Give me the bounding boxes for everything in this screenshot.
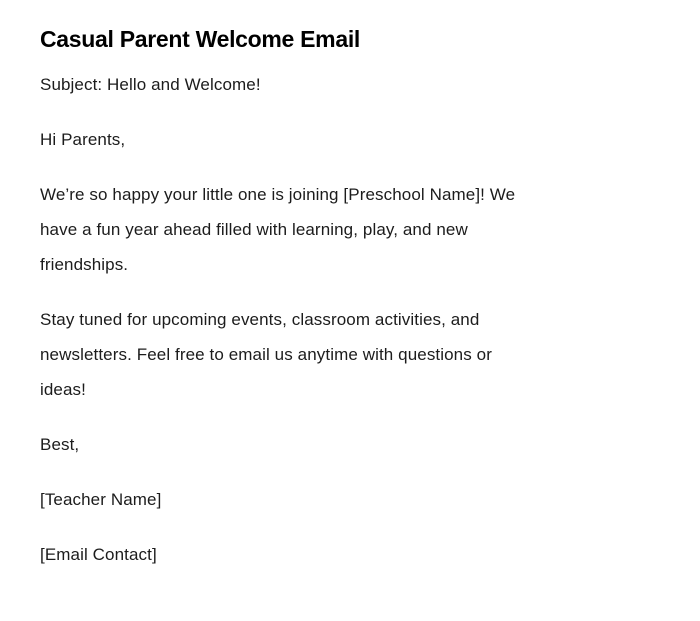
intro-paragraph-line-1: We’re so happy your little one is joining [Preschool Name]! We <box>40 185 516 204</box>
updates-paragraph-line-1: Stay tuned for upcoming events, classroom activities, and <box>40 310 480 329</box>
intro-paragraph-line-3: friendships. <box>40 255 129 274</box>
signoff-line: Best, <box>40 435 80 454</box>
document-title: Casual Parent Welcome Email <box>40 26 360 52</box>
intro-paragraph-line-2: have a fun year ahead filled with learning, play, and new <box>40 220 468 239</box>
intro-paragraph <box>40 177 660 282</box>
signature-name-line: [Teacher Name] <box>40 490 162 509</box>
updates-paragraph-line-3: ideas! <box>40 380 86 399</box>
signature-contact-line: [Email Contact] <box>40 545 157 564</box>
updates-paragraph-line-2: newsletters. Feel free to email us anytime with questions or <box>40 345 492 364</box>
updates-paragraph <box>40 302 660 407</box>
greeting-line: Hi Parents, <box>40 130 126 149</box>
subject-line: Subject: Hello and Welcome! <box>40 75 261 94</box>
